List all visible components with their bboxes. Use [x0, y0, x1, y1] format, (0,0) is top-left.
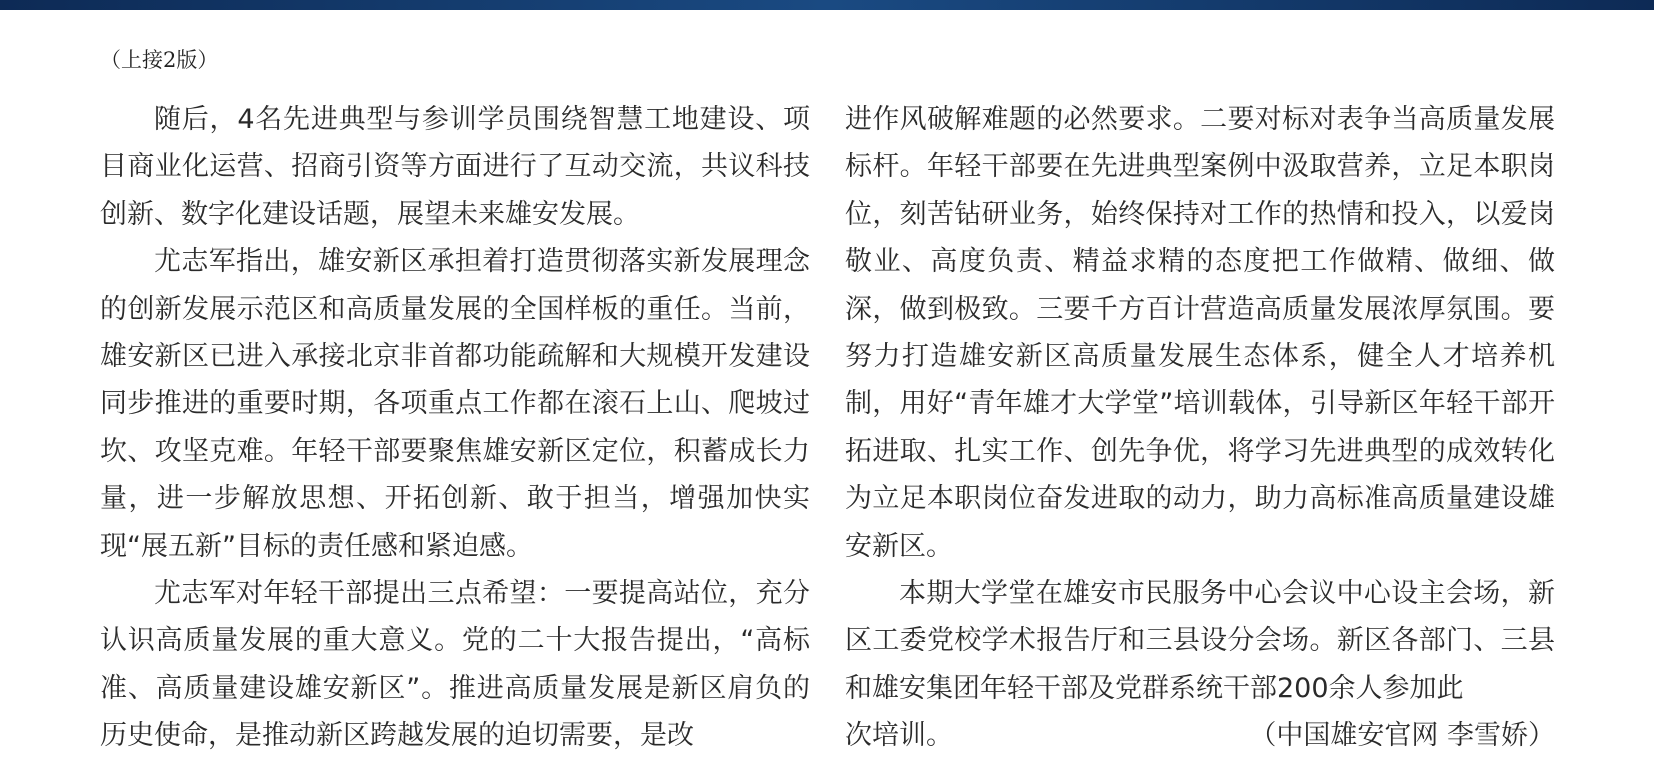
closing-line — [845, 712, 1555, 759]
paragraph-tail: 次培训。 — [845, 720, 953, 752]
paragraph-continued: 进作风破解难题的必然要求。二要对标对表争当高质量发展标杆。年轻干部要在先进典型案例中汲取营养，立足本职岗位，刻苦钻研业务，始终保持对工作的热情和投入，以爱岗敬业、高度负责、精益求精的态度把工作做精、做细、做深，做到极致。三要千方百计营造高质量发展浓厚氛围。要努力打造雄安新区高质量发展生态体系，健全人才培养机制，用好“青年雄才大学堂”培训载体，引导新区年轻干部开拓进取、扎实工作、创先争优，将学习先进典型的成效转化为立足本职岗位奋发进取的动力，助力高标准高质量建设雄安新区。 — [845, 104, 1555, 562]
paragraph: 随后，4名先进典型与参训学员围绕智慧工地建设、项目商业化运营、招商引资等方面进行了互动交流，共议科技创新、数字化建设话题，展望未来雄安发展。 — [100, 104, 810, 230]
paragraph: 尤志军对年轻干部提出三点希望：一要提高站位，充分认识高质量发展的重大意义。党的二十大报告提出，“高标准、高质量建设雄安新区”。推进高质量发展是新区肩负的历史使命，是推动新区跨越发展的迫切需要，是改 — [100, 578, 810, 752]
left-column — [100, 96, 810, 760]
right-column — [845, 96, 1555, 760]
top-decorative-bar — [0, 0, 1654, 10]
author-byline: （中国雄安官网 李雪娇） — [1249, 720, 1555, 752]
paragraph: 尤志军指出，雄安新区承担着打造贯彻落实新发展理念的创新发展示范区和高质量发展的全国样板的重任。当前，雄安新区已进入承接北京非首都功能疏解和大规模开发建设同步推进的重要时期，各项重点工作都在滚石上山、爬坡过坎、攻坚克难。年轻干部要聚焦雄安新区定位，积蓄成长力量，进一步解放思想、开拓创新、敢于担当，增强加快实现“展五新”目标的责任感和紧迫感。 — [100, 246, 810, 562]
continuation-note: （上接2版） — [100, 48, 219, 72]
paragraph: 本期大学堂在雄安市民服务中心会议中心设主会场，新区工委党校学术报告厅和三县设分会场。新区各部门、三县和雄安集团年轻干部及党群系统干部200余人参加此 — [845, 578, 1555, 704]
